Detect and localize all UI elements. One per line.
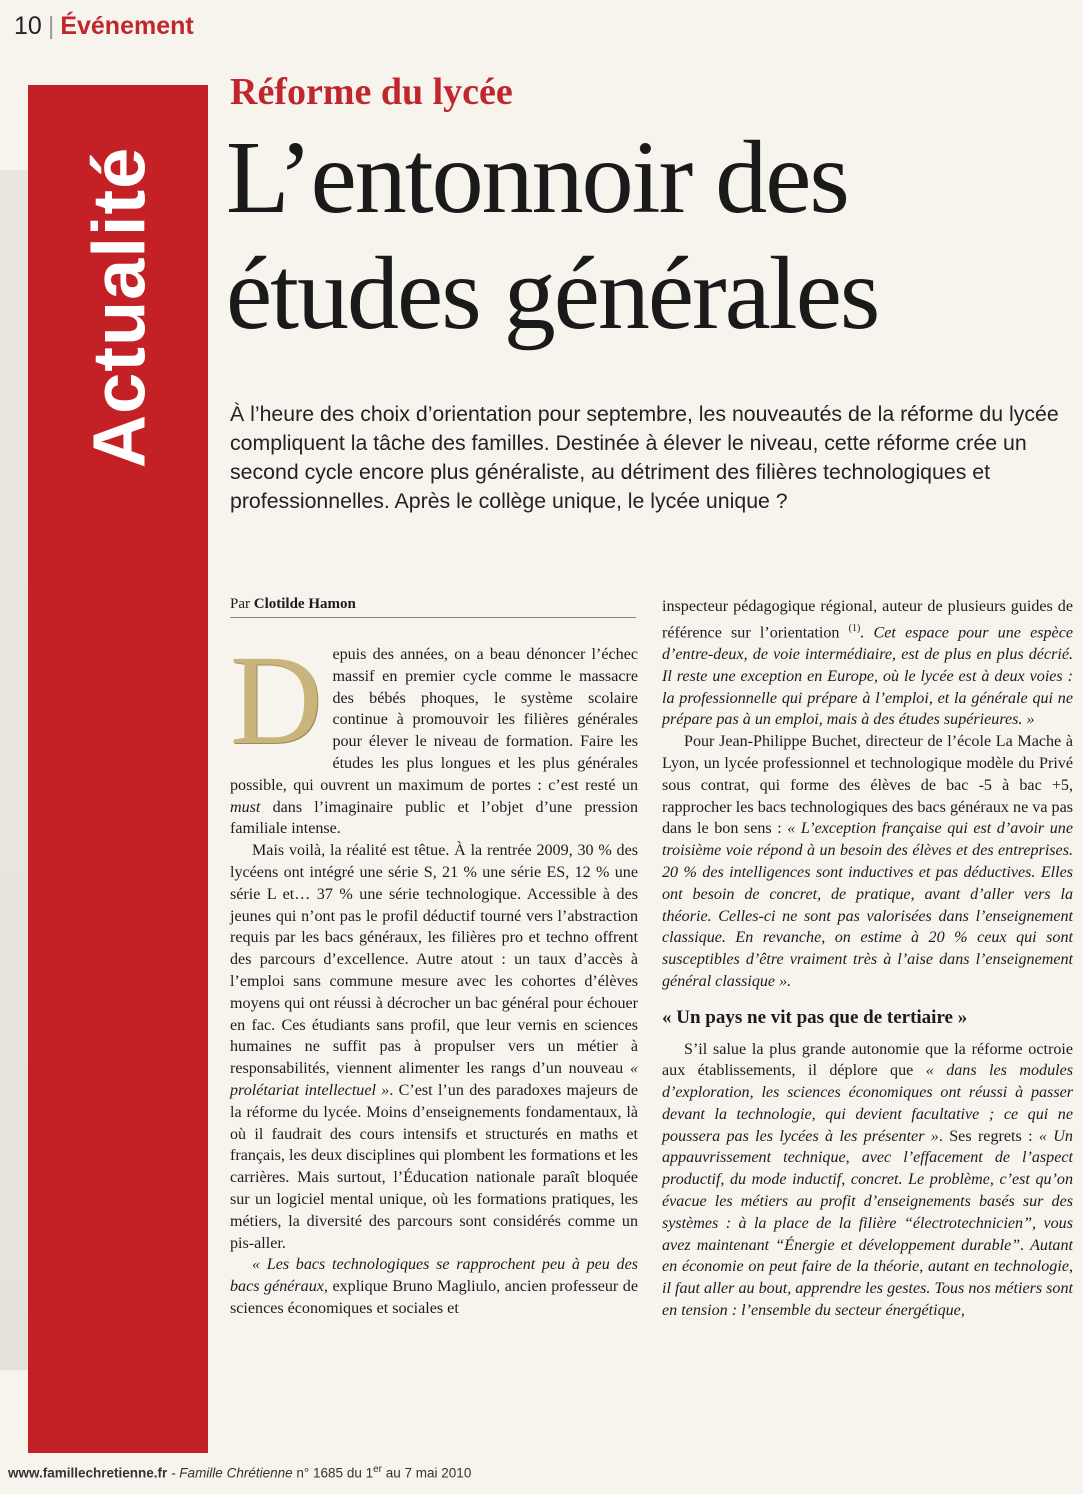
paragraph: S’il salue la plus grande autonomie que la réforme octroie aux établissements, il déplore que « dans les modules d’exploration, les sciences économiques ont réussi à passer devant la technologie, qui devient facultative ; ce qui ne poussera pas les lycées à les présenter ». Ses regrets : « Un appauvrissement technique, avec l’effacement de l’aspect productif, du mode inductif, concret. Le problème, c’est qu’on évacue les métiers au profit d’enseignements basés sur des systèmes : à la place de la filière “électrotechnicien”, vous avez maintenant “Énergie et développement durable”. Autant en économie on peut faire de la théorie, autant en technologie, il faut aller au bout, apprendre les gestes. Tous nos métiers sont en tension : l’ensemble du secteur énergétique,: [662, 1040, 1073, 1320]
drop-cap: D: [230, 629, 323, 771]
website: www.famillechretienne.fr: [8, 1465, 168, 1481]
subheading: « Un pays ne vit pas que de tertiaire »: [662, 1006, 968, 1028]
column-2: [662, 596, 1073, 1322]
standfirst: À l’heure des choix d’orientation pour septembre, les nouveautés de la réforme du lycée compliquent la tâche des familles. Destinée à élever le niveau, cette réforme crée un second cycle encore plus généraliste, au détriment des filières technologiques et professionnelles. Après le collège unique, le lycée unique ?: [230, 402, 1059, 513]
footnote-ref: (1): [848, 622, 861, 634]
folio-separator: |: [47, 12, 55, 40]
paragraph: inspecteur pédagogique régional, auteur de plusieurs guides de référence sur l’orientation $^{(1)}$. Cet espace pour une espèce d’entre-deux, de voie intermédiaire, est de plus en plus décrié. Il reste une exception en Europe, où le lycée est à deux voies : la professionnelle qui prépare à l’emploi, et la générale qui ne prépare pas à un emploi, mais à des études supérieures. »: [662, 598, 1073, 729]
section-name: Événement: [60, 12, 194, 40]
page-number: 10: [14, 12, 42, 40]
footer: www.famillechretienne.fr - Famille Chrétienne n° 1685 du 1er au 7 mai 2010: [8, 1464, 472, 1481]
sidebar-label: Actualité: [77, 146, 161, 468]
paragraph: « Les bacs technologiques se rapprochent peu à peu des bacs généraux, explique Bruno Magliulo, ancien professeur de sciences économiques et sociales et: [230, 1256, 638, 1317]
column-1: [230, 629, 638, 1320]
divider: [230, 617, 636, 618]
byline: Par Clotilde Hamon: [230, 596, 356, 612]
folio: [14, 12, 194, 41]
paragraph: Depuis des années, on a beau dénoncer l’échec massif en premier cycle comme le massacre des bébés phoques, le système scolaire continue à promouvoir les filières générales pour élever le niveau de formation. Faire les études les plus longues et les plus générales possible, qui ouvrent un maximum de portes : c’est resté un must dans l’imaginaire public et l’objet d’une pression familiale intense.: [230, 629, 638, 838]
kicker: Réforme du lycée: [230, 71, 513, 113]
headline: L’entonnoir des études générales: [226, 120, 879, 351]
author: Clotilde Hamon: [253, 596, 356, 612]
paragraph: Pour Jean-Philippe Buchet, directeur de l’école La Mache à Lyon, un lycée professionnel et technologique modèle du Privé sous contrat, qui forme des élèves de bac -5 à bac +5, rapprocher les bacs technologiques des bacs généraux ne va pas dans le bon sens : « L’exception française qui est d’avoir une troisième voie répond à un besoin des élèves et des entreprises. 20 % des intelligences sont inductives et pas déductives. Elles ont besoin de concret, de pratique, avant d’aller vers la théorie. Celles-ci ne sont pas valorisées dans l’enseignement classique. En revanche, on estime à 20 % ceux qui sont susceptibles d’être vraiment très à l’aise dans l’enseignement général classique ».: [662, 733, 1073, 990]
paragraph: Mais voilà, la réalité est têtue. À la rentrée 2009, 30 % des lycéens ont intégré une série S, 21 % une série ES, 12 % une série L et… 37 % une série technologique. Accessible à des jeunes qui n’ont pas le profil déductif tourné vers l’abstraction requis par les bacs généraux, les filières pro et techno offrent des parcours d’excellence. Autre atout : un taux d’accès à l’emploi sans commune mesure avec les cohortes d’élèves moyens qui ont réussi à décrocher un bac général pour échouer en fac. Ces étudiants sans profil, que leur vernis en sciences humaines ne suffit pas à propulser vers un métier à responsabilités, viennent alimenter les rangs d’un nouveau « prolétariat intellectuel ». C’est l’un des paradoxes majeurs de la réforme du lycée. Moins d’enseignements fondamentaux, là où il faudrait des cours intensifs et structurés en maths et français, les deux disciplines qui plombent les formations et les carrières. Mais surtout, l’Éducation nationale paraît bloquée sur un logiciel mental unique, où les formations pratiques, les métiers, la diversité des parcours sont considérés comme un pis-aller.: [230, 842, 638, 1252]
